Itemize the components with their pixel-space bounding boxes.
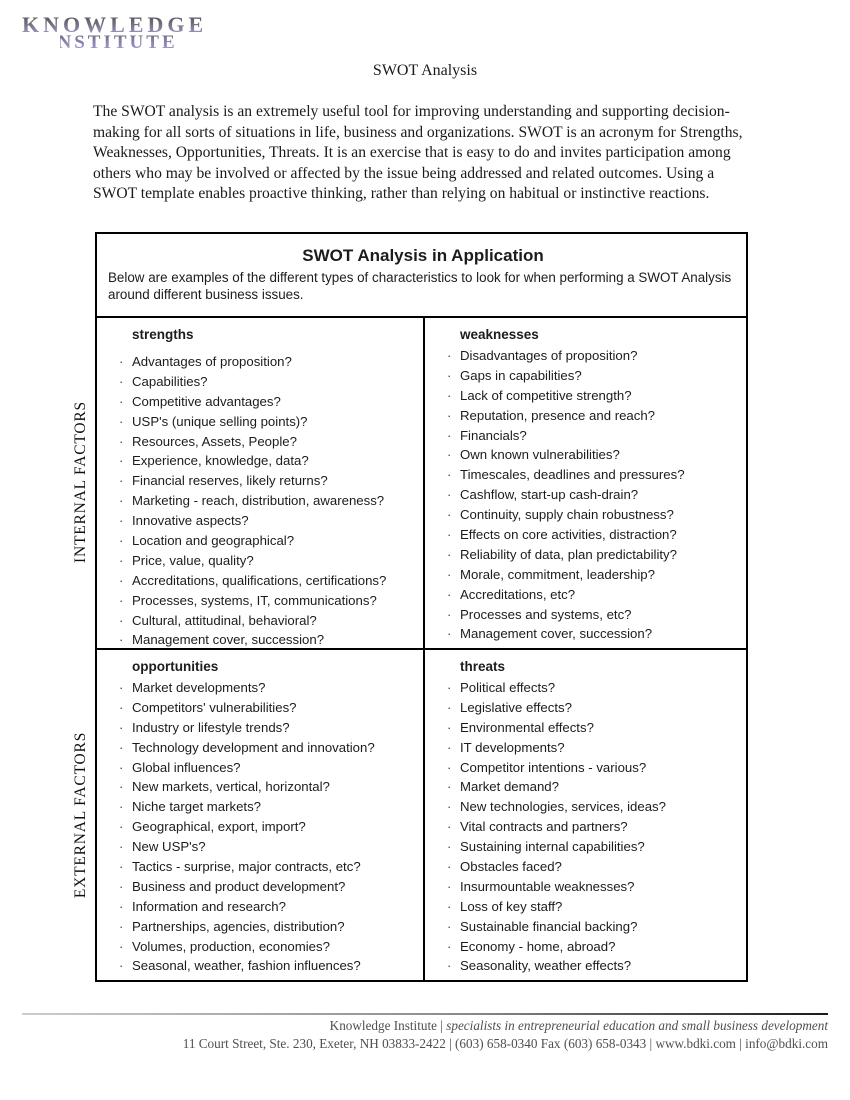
bullet-icon: · (119, 453, 124, 469)
footer-address-line: 11 Court Street, Ste. 230, Exeter, NH 03833-2422 | (603) 658-0340 Fax (603) 658-0343 | www.bdki.com | info@bdki.com (182, 1035, 828, 1051)
bullet-icon: · (119, 433, 124, 449)
list-item-text: New markets, vertical, horizontal? (132, 779, 330, 795)
swot-table-title: SWOT Analysis in Application (302, 246, 544, 265)
bullet-icon: · (119, 493, 124, 509)
list-item-text: Disadvantages of proposition? (460, 348, 638, 363)
bullet-icon: · (447, 387, 452, 403)
bullet-icon: · (119, 819, 124, 835)
bullet-icon: · (119, 779, 124, 795)
threats-heading: threats (460, 659, 506, 674)
page-title: SWOT Analysis (372, 62, 478, 79)
list-item (119, 940, 419, 954)
list-item (119, 514, 419, 528)
list-item-text: Insurmountable weaknesses? (460, 878, 635, 894)
list-item (447, 820, 742, 834)
list-item-text: Accreditations, etc? (460, 586, 576, 602)
bullet-icon: · (119, 572, 124, 588)
list-item-text: Own known vulnerabilities? (460, 447, 620, 463)
list-item (119, 681, 419, 695)
list-item-text: Niche target markets? (132, 799, 261, 815)
list-item-text: Sustaining internal capabilities? (460, 839, 645, 855)
list-item-text: Experience, knowledge, data? (132, 453, 309, 469)
bullet-icon: · (447, 606, 452, 622)
list-item-text: Seasonality, weather effects? (460, 958, 632, 974)
list-item (119, 395, 419, 409)
bullet-icon: · (447, 719, 452, 735)
bullet-icon: · (447, 938, 452, 954)
list-item-text: Accreditations, qualifications, certifications? (132, 572, 387, 588)
bullet-icon: · (447, 367, 452, 383)
list-item-text: IT developments? (460, 739, 565, 755)
strengths-heading: strengths (132, 327, 194, 342)
external-factors-label: EXTERNAL FACTORS (72, 731, 89, 899)
list-item (447, 588, 742, 602)
bullet-icon: · (447, 566, 452, 582)
threats-list (447, 681, 742, 973)
list-item (119, 959, 419, 973)
list-item (119, 375, 419, 389)
list-item-text: Information and research? (132, 898, 286, 914)
bullet-icon: · (447, 680, 452, 695)
list-item-text: Market developments? (132, 680, 266, 695)
strengths-list (119, 355, 419, 647)
list-item-text: Cultural, attitudinal, behavioral? (132, 612, 317, 628)
bullet-icon: · (119, 413, 124, 429)
swot-table-header (97, 234, 746, 318)
list-item (447, 800, 742, 814)
list-item (119, 355, 419, 369)
footer-tagline: specialists in entrepreneurial education and small business development (446, 1018, 828, 1033)
bullet-icon: · (447, 898, 452, 914)
list-item-text: Vital contracts and partners? (460, 819, 628, 835)
weaknesses-list (447, 349, 742, 641)
list-item (447, 780, 742, 794)
weaknesses-heading: weaknesses (460, 327, 539, 342)
list-item-text: Processes, systems, IT, communications? (132, 592, 377, 608)
list-item-text: Partnerships, agencies, distribution? (132, 918, 345, 934)
bullet-icon: · (447, 348, 452, 363)
bullet-icon: · (447, 586, 452, 602)
list-item-text: USP's (unique selling points)? (132, 413, 308, 429)
list-item-text: Competitors' vulnerabilities? (132, 699, 297, 715)
bullet-icon: · (119, 393, 124, 409)
bullet-icon: · (119, 473, 124, 489)
opportunities-heading: opportunities (132, 659, 219, 674)
bullet-icon: · (119, 859, 124, 875)
list-item-text: Management cover, succession? (460, 626, 653, 642)
list-item (119, 721, 419, 735)
list-item (119, 741, 419, 755)
footer-divider (22, 1013, 828, 1015)
opportunities-list (119, 681, 419, 973)
list-item (119, 701, 419, 715)
list-item (119, 860, 419, 874)
bullet-icon: · (447, 467, 452, 483)
list-item-text: Advantages of proposition? (132, 354, 292, 369)
bullet-icon: · (119, 373, 124, 389)
list-item (447, 409, 742, 423)
list-item (447, 488, 742, 502)
list-item (447, 900, 742, 914)
list-item (447, 721, 742, 735)
footer (22, 1017, 828, 1052)
list-item-text: Technology development and innovation? (132, 739, 375, 755)
swot-quadrant-grid (97, 318, 746, 980)
bullet-icon: · (119, 680, 124, 695)
bullet-icon: · (447, 427, 452, 443)
bullet-icon: · (447, 447, 452, 463)
list-item (447, 468, 742, 482)
list-item (447, 681, 742, 695)
quadrant-threats (425, 648, 746, 980)
list-item-text: Competitor intentions - various? (460, 759, 647, 775)
swot-table (95, 232, 748, 982)
list-item-text: Legislative effects? (460, 699, 572, 715)
list-item (447, 840, 742, 854)
list-item (119, 435, 419, 449)
list-item (119, 494, 419, 508)
bullet-icon: · (119, 878, 124, 894)
list-item-text: Sustainable financial backing? (460, 918, 638, 934)
list-item-text: Price, value, quality? (132, 552, 254, 568)
list-item (119, 415, 419, 429)
list-item-text: Gaps in capabilities? (460, 367, 582, 383)
list-item-text: New USP's? (132, 839, 206, 855)
list-item-text: Reputation, presence and reach? (460, 407, 656, 423)
list-item (119, 761, 419, 775)
list-item (447, 548, 742, 562)
list-item-text: Reliability of data, plan predictability? (460, 546, 677, 562)
list-item (447, 860, 742, 874)
logo-word-knowledge: KNOWLEDGE (22, 12, 208, 37)
list-item (119, 840, 419, 854)
quadrant-opportunities (97, 648, 425, 980)
bullet-icon: · (119, 513, 124, 529)
list-item-text: Environmental effects? (460, 719, 594, 735)
list-item (119, 633, 419, 647)
list-item (447, 701, 742, 715)
list-item (119, 534, 419, 548)
list-item (119, 920, 419, 934)
list-item-text: Obstacles faced? (460, 859, 562, 875)
list-item (119, 594, 419, 608)
list-item-text: Effects on core activities, distraction? (460, 527, 677, 543)
list-item-text: Continuity, supply chain robustness? (460, 507, 674, 523)
bullet-icon: · (447, 799, 452, 815)
list-item (119, 780, 419, 794)
list-item-text: Resources, Assets, People? (132, 433, 297, 449)
bullet-icon: · (119, 799, 124, 815)
footer-org-line (22, 1017, 828, 1035)
list-item-text: New technologies, services, ideas? (460, 799, 666, 815)
list-item (119, 454, 419, 468)
bullet-icon: · (447, 739, 452, 755)
bullet-icon: · (447, 546, 452, 562)
bullet-icon: · (119, 739, 124, 755)
bullet-icon: · (447, 759, 452, 775)
quadrant-weaknesses (425, 318, 746, 648)
list-item (447, 528, 742, 542)
bullet-icon: · (119, 552, 124, 568)
list-item-text: Financial reserves, likely returns? (132, 473, 328, 489)
bullet-icon: · (119, 592, 124, 608)
bullet-icon: · (447, 779, 452, 795)
bullet-icon: · (447, 407, 452, 423)
list-item-text: Geographical, export, import? (132, 819, 306, 835)
list-item-text: Economy - home, abroad? (460, 938, 616, 954)
bullet-icon: · (447, 626, 452, 642)
list-item-text: Marketing - reach, distribution, awareness? (132, 493, 385, 509)
bullet-icon: · (119, 354, 124, 369)
bullet-icon: · (447, 878, 452, 894)
bullet-icon: · (447, 958, 452, 974)
bullet-icon: · (447, 699, 452, 715)
list-item (447, 448, 742, 462)
list-item (119, 574, 419, 588)
intro-paragraph: The SWOT analysis is an extremely useful tool for improving understanding and supporting decision-making for all sorts of situations in life, business and organizations. SWOT is an acronym for Strengths, Weaknesses, Opportunities, Threats. It is an exercise that is easy to do and invites participation among others who may be involved or affected by the issue being addressed and related outcomes. Using a SWOT template enables proactive thinking, rather than relying on habitual or instinctive reactions. (93, 103, 743, 203)
list-item-text: Seasonal, weather, fashion influences? (132, 958, 361, 974)
bullet-icon: · (119, 533, 124, 549)
list-item (119, 554, 419, 568)
footer-separator: | (440, 1018, 443, 1033)
list-item-text: Cashflow, start-up cash-drain? (460, 487, 639, 503)
list-item (447, 369, 742, 383)
list-item-text: Processes and systems, etc? (460, 606, 632, 622)
list-item-text: Financials? (460, 427, 527, 443)
list-item-text: Market demand? (460, 779, 559, 795)
bullet-icon: · (119, 958, 124, 974)
list-item (447, 761, 742, 775)
bullet-icon: · (119, 898, 124, 914)
bullet-icon: · (119, 839, 124, 855)
list-item (119, 900, 419, 914)
list-item-text: Competitive advantages? (132, 393, 281, 409)
footer-org-name: Knowledge Institute (329, 1018, 437, 1033)
list-item-text: Timescales, deadlines and pressures? (460, 467, 685, 483)
bullet-icon: · (119, 612, 124, 628)
bullet-icon: · (447, 839, 452, 855)
bullet-icon: · (447, 527, 452, 543)
list-item (447, 508, 742, 522)
list-item (447, 349, 742, 363)
list-item (119, 474, 419, 488)
list-item (447, 429, 742, 443)
quadrant-strengths (97, 318, 425, 648)
list-item-text: Management cover, succession? (132, 632, 325, 648)
list-item-text: Industry or lifestyle trends? (132, 719, 290, 735)
list-item (119, 820, 419, 834)
list-item-text: Global influences? (132, 759, 241, 775)
logo-word-institute-rest: NSTITUTE (57, 31, 178, 53)
logo-stylized-i-icon: i (46, 25, 57, 55)
bullet-icon: · (119, 632, 124, 648)
internal-factors-label: INTERNAL FACTORS (72, 401, 89, 563)
list-item (447, 568, 742, 582)
bullet-icon: · (119, 699, 124, 715)
list-item-text: Morale, commitment, leadership? (460, 566, 655, 582)
list-item (447, 920, 742, 934)
list-item (447, 959, 742, 973)
bullet-icon: · (447, 507, 452, 523)
list-item (447, 880, 742, 894)
list-item (447, 627, 742, 641)
bullet-icon: · (119, 719, 124, 735)
list-item (119, 880, 419, 894)
list-item-text: Lack of competitive strength? (460, 387, 632, 403)
bullet-icon: · (119, 918, 124, 934)
knowledge-institute-logo (22, 12, 208, 55)
list-item (447, 608, 742, 622)
list-item-text: Capabilities? (132, 373, 208, 389)
bullet-icon: · (119, 759, 124, 775)
list-item (119, 614, 419, 628)
list-item-text: Loss of key staff? (460, 898, 563, 914)
list-item (447, 741, 742, 755)
bullet-icon: · (447, 859, 452, 875)
list-item-text: Political effects? (460, 680, 556, 695)
bullet-icon: · (447, 819, 452, 835)
swot-table-subtitle: Below are examples of the different types of characteristics to look for when performing a SWOT Analysis around different business issues. (108, 270, 732, 302)
list-item (447, 389, 742, 403)
list-item-text: Location and geographical? (132, 533, 295, 549)
list-item-text: Innovative aspects? (132, 513, 249, 529)
bullet-icon: · (119, 938, 124, 954)
list-item-text: Tactics - surprise, major contracts, etc? (132, 859, 361, 875)
bullet-icon: · (447, 487, 452, 503)
bullet-icon: · (447, 918, 452, 934)
list-item (119, 800, 419, 814)
list-item-text: Volumes, production, economies? (132, 938, 330, 954)
list-item-text: Business and product development? (132, 878, 346, 894)
list-item (447, 940, 742, 954)
